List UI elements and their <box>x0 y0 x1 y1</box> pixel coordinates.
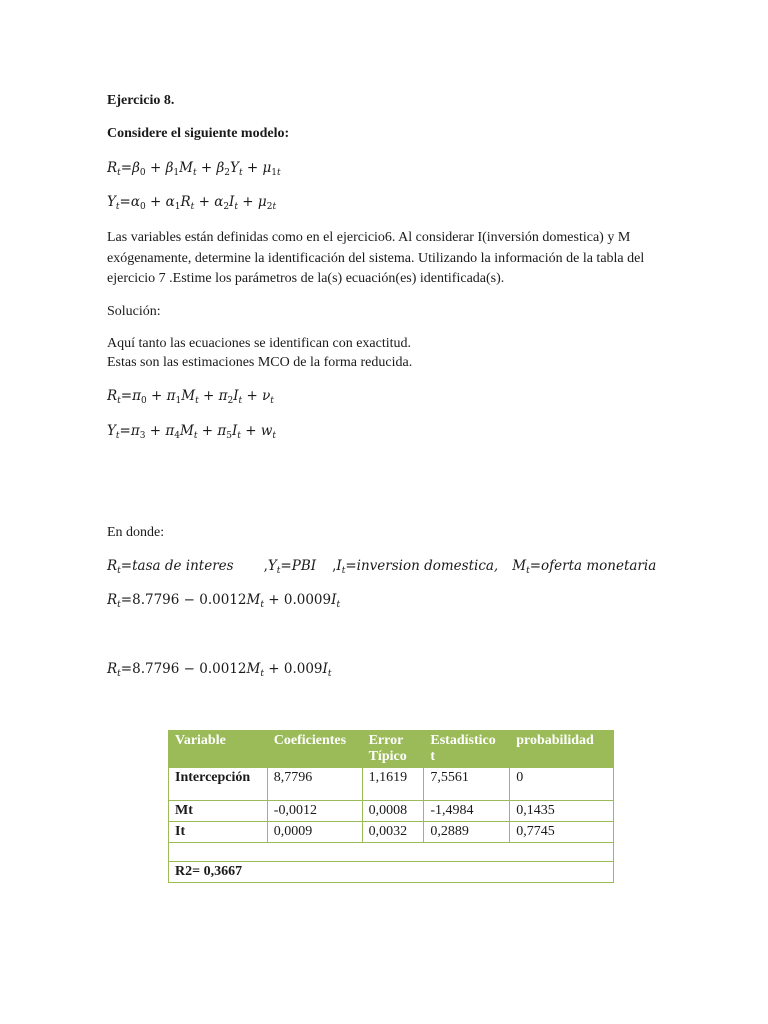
cell: 0,0032 <box>362 822 424 843</box>
prompt-heading: Considere el siguiente modelo: <box>107 126 290 141</box>
header-coeficientes: Coeficientes <box>267 731 362 768</box>
table-header-row <box>169 731 614 768</box>
header-error-tipico: Error Típico <box>362 731 424 768</box>
def-i: inversion domestica, <box>356 558 499 574</box>
def-m: oferta monetaria <box>541 558 657 574</box>
cell: 0,0009 <box>267 822 362 843</box>
table-row <box>169 822 614 843</box>
cell: -0,0012 <box>267 801 362 822</box>
def-y: PBI <box>291 558 317 574</box>
r2-cell: R2= 0,3667 <box>169 862 614 883</box>
equation-r-reduced: $R_t=\pi_0 + \pi_1M_t + \pi_2I_t + \nu_t$ <box>107 388 274 406</box>
header-variable: Variable <box>169 731 268 768</box>
regression-table <box>168 730 614 883</box>
solution-line-1: Aquí tanto las ecuaciones se identifican con exactitud. <box>107 336 412 351</box>
cell: 0 <box>510 768 614 801</box>
equation-r-structural: $R_t=\beta_0 + \beta_1M_t + \beta_2Y_t + \mu_{1t}$ <box>107 160 281 178</box>
where-label: En donde: <box>107 525 165 540</box>
cell: 0,2889 <box>424 822 510 843</box>
solution-label: Solución: <box>107 304 161 319</box>
estimate-equation-1: $R_t=8.7796 - 0.0012M_t + 0.0009I_t$ <box>107 592 341 610</box>
cell: 8,7796 <box>267 768 362 801</box>
solution-line-2: Estas son las estimaciones MCO de la forma reducida. <box>107 355 413 370</box>
exercise-title: Ejercicio 8. <box>107 93 175 108</box>
cell: Intercepción <box>169 768 268 801</box>
table-row <box>169 768 614 801</box>
table-empty-row <box>169 843 614 862</box>
cell: -1,4984 <box>424 801 510 822</box>
header-estadistico-t: Estadístico t <box>424 731 510 768</box>
estimate-equation-2: $R_t=8.7796 - 0.0012M_t + 0.009I_t$ <box>107 661 332 679</box>
equation-y-structural: $Y_t=\alpha_0 + \alpha_1R_t + \alpha_2I_t + \mu_{2t}$ <box>107 194 277 212</box>
cell: 7,5561 <box>424 768 510 801</box>
table-r2-row <box>169 862 614 883</box>
definitions-line: $R_t=tasa$ de interes $,Y_t=PBI$ $,I_t=inversion$ domestica, $M_t=oferta$ monetaria <box>107 558 657 576</box>
problem-text: Las variables están definidas como en el ejercicio6. Al considerar I(inversión domestica) y M exógenamente, determine la identificación del sistema. Utilizando la información de la tabla del ejercicio 7 .Estime los parámetros de la(s) ecuación(es) identificada(s). <box>107 230 645 286</box>
table-row <box>169 801 614 822</box>
cell: 0,1435 <box>510 801 614 822</box>
header-probabilidad: probabilidad <box>510 731 614 768</box>
cell: 1,1619 <box>362 768 424 801</box>
empty-cell <box>169 843 614 862</box>
cell: Mt <box>169 801 268 822</box>
cell: It <box>169 822 268 843</box>
def-r: tasa de interes <box>132 558 234 574</box>
cell: 0,7745 <box>510 822 614 843</box>
cell: 0,0008 <box>362 801 424 822</box>
equation-y-reduced: $Y_t=\pi_3 + \pi_4M_t + \pi_5I_t + w_t$ <box>107 423 277 441</box>
